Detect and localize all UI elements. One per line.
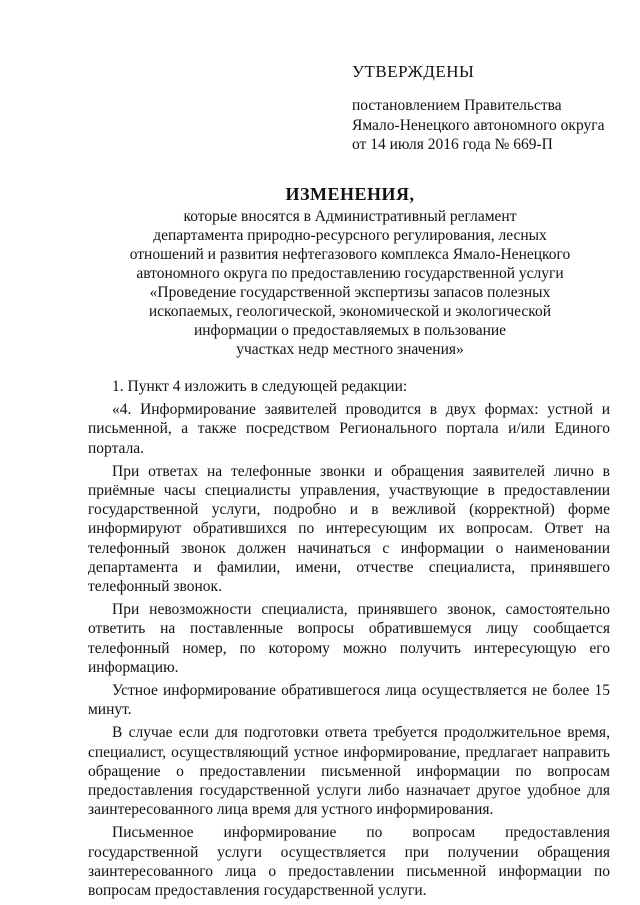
heading-line: автономного округа по предоставлению государственной услуги (136, 265, 564, 282)
heading-line: «Проведение государственной экспертизы запасов полезных (149, 284, 551, 301)
heading-line: которые вносятся в Административный регламент (183, 208, 517, 225)
approval-line: от 14 июля 2016 года № 669-П (352, 136, 553, 153)
heading-line: ископаемых, геологической, экономической и экологической (148, 303, 552, 320)
heading-line: департамента природно-ресурсного регулирования, лесных (153, 227, 547, 244)
body-paragraph: При ответах на телефонные звонки и обращения заявителей лично в приёмные часы специалисты управления, участвующие в предоставлении государственной услуги, подробно и в вежливой (корректной) форме информируют обратившихся по интересующим их вопросам. Ответ на телефонный звонок должен начинаться с информации о наименовании департамента и фамилии, имени, отчестве специалиста, принявшего телефонный звонок. (88, 462, 610, 596)
document-heading: ИЗМЕНЕНИЯ, (285, 184, 415, 204)
body-paragraph: При невозможности специалиста, принявшего звонок, самостоятельно ответить на поставленные вопросы обратившемуся лицу сообщается телефонный номер, по которому можно получить интересующую его информацию. (88, 601, 610, 676)
heading-line: отношений и развития нефтегазового комплекса Ямало-Ненецкого (129, 246, 571, 263)
approval-title: УТВЕРЖДЕНЫ (352, 62, 475, 81)
heading-line: информации о предоставляемых в пользование (193, 322, 507, 339)
approval-block (352, 62, 622, 155)
body-paragraph: «4. Информирование заявителей проводится в двух формах: устной и письменной, а также посредством Регионального портала и/или Единого портала. (88, 401, 610, 457)
document-body (88, 377, 610, 904)
approval-line: Ямало-Ненецкого автономного округа (352, 116, 605, 134)
approval-line: постановлением Правительства (352, 97, 562, 114)
body-paragraph: В случае если для подготовки ответа требуется продолжительное время, специалист, осуществляющий устное информирование, предлагает направить обращение о предоставлении письменной информации по вопросам предоставления государственной услуги либо назначает другое удобное для заинтересованного лица время для устного информирования. (88, 724, 610, 819)
body-paragraph: 1. Пункт 4 изложить в следующей редакции: (112, 378, 408, 395)
heading-line: участках недр местного значения» (236, 341, 464, 358)
body-paragraph: Устное информирование обратившегося лица осуществляется не более 15 минут. (88, 682, 610, 719)
body-paragraph: Письменное информирование по вопросам предоставления государственной услуги осуществляется при получении обращения заинтересованного лица о предоставлении письменной информации по вопросам предоставления государственной услуги. (88, 824, 610, 900)
heading-block (90, 183, 610, 359)
